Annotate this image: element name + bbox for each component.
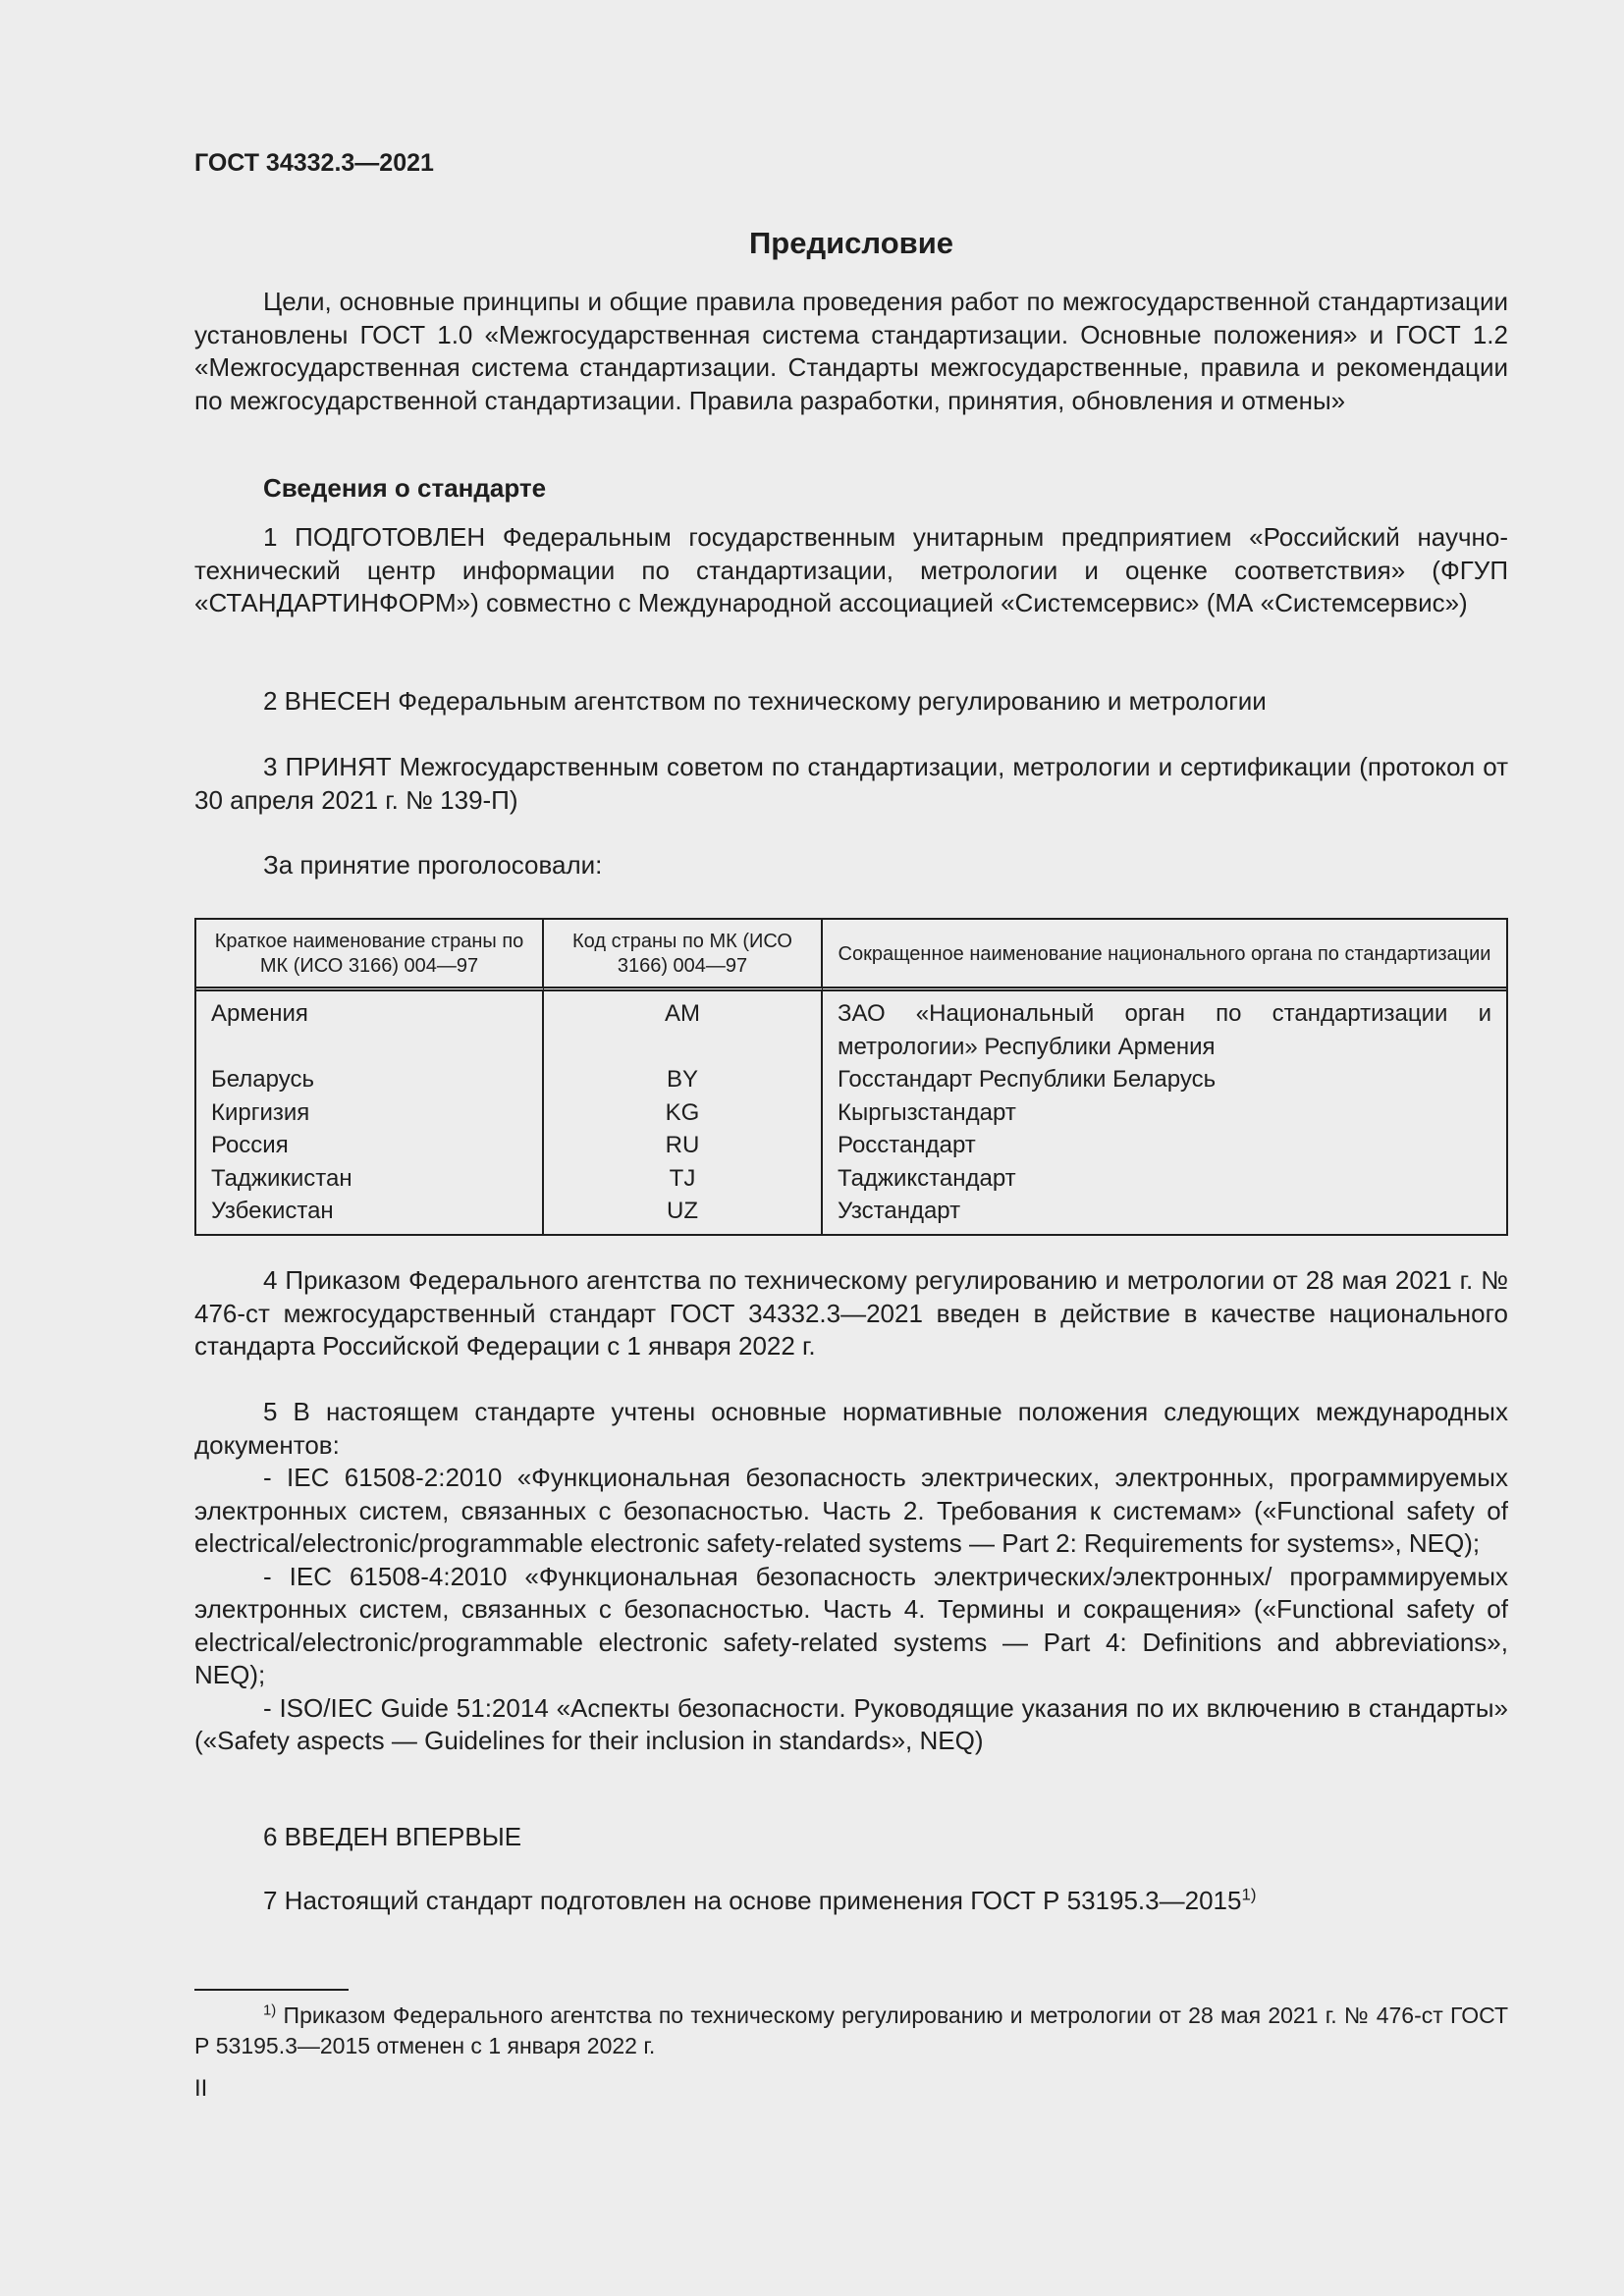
doc-text: - ISO/IEC Guide 51:2014 «Аспекты безопасности. Руководящие указания по их включению в стандарты» («Safety aspects — Guidelines for their inclusion in standards», NEQ) <box>194 1692 1508 1755</box>
item-6 <box>194 1821 1508 1854</box>
national-body: Росстандарт <box>838 1132 976 1158</box>
national-body: Узстандарт <box>838 1198 961 1224</box>
page-number: II <box>194 2075 208 2102</box>
national-body: Таджикстандарт <box>838 1164 1016 1192</box>
footnote-mark: 1) <box>263 2002 277 2019</box>
item-7-text: 7 Настоящий стандарт подготовлен на основе применения ГОСТ Р 53195.3—2015 <box>263 1886 1242 1915</box>
table-row <box>196 1129 1506 1162</box>
info-heading <box>194 472 1508 506</box>
country-name: Россия <box>196 1129 544 1162</box>
table-row <box>196 1096 1506 1130</box>
item-4-text: 4 Приказом Федерального агентства по техническому регулированию и метрологии от 28 мая 2021 г. № 476-ст межгосударственный стандарт ГОСТ 34332.3—2021 введен в действие в качестве национального стандарта Российской Федерации с 1 января 2022 г. <box>194 1265 1508 1361</box>
item-1 <box>194 521 1508 620</box>
header-country-name: Краткое наименование страны по МК (ИСО 3166) 004—97 <box>196 920 544 991</box>
voted-label <box>194 849 1508 882</box>
footnote-ref: 1) <box>1241 1885 1257 1904</box>
header-national-body: Сокращенное наименование национального органа по стандартизации <box>823 920 1506 991</box>
table-row <box>196 1063 1506 1096</box>
voting-table <box>194 918 1508 1236</box>
item-3-text: 3 ПРИНЯТ Межгосударственным советом по стандартизации, метрологии и сертификации (протокол от 30 апреля 2021 г. № 139-П) <box>194 752 1508 815</box>
item-5 <box>194 1396 1508 1758</box>
table-row <box>196 1195 1506 1234</box>
item-5-intro <box>194 1396 1508 1462</box>
national-body: ЗАО «Национальный орган по стандартизации и метрологии» Республики Армения <box>838 1000 1491 1060</box>
doc-text: - IEC 61508-4:2010 «Функциональная безопасность электрических/электронных/ программируемых электронных систем, связанных с безопасностью. Часть 4. Термины и сокращения» («Functional safety of electrical/electronic/programmable electronic safety-related systems — Part 4: Definitions and abbreviations», NEQ); <box>194 1561 1508 1689</box>
country-code: BY <box>544 1063 823 1096</box>
intro-paragraph <box>194 286 1508 417</box>
national-body: Госстандарт Республики Беларусь <box>838 1066 1217 1093</box>
item-4 <box>194 1264 1508 1363</box>
item-5-doc-2 <box>194 1561 1508 1692</box>
header-country-code: Код страны по МК (ИСО 3166) 004—97 <box>544 920 823 991</box>
footnote <box>194 2001 1508 2061</box>
item-5-doc-3 <box>194 1692 1508 1758</box>
item-5-intro-text: 5 В настоящем стандарте учтены основные нормативные положения следующих международных документов: <box>194 1397 1508 1460</box>
country-code: KG <box>544 1096 823 1130</box>
table-row <box>196 991 1506 1063</box>
document-id-header: ГОСТ 34332.3—2021 <box>194 149 434 177</box>
item-2 <box>194 685 1508 719</box>
country-code: AM <box>544 991 823 1063</box>
national-body: Кыргызстандарт <box>838 1098 1016 1126</box>
page-title: Предисловие <box>748 226 953 260</box>
item-6-text: 6 ВВЕДЕН ВПЕРВЫЕ <box>263 1822 522 1851</box>
item-1-text: 1 ПОДГОТОВЛЕН Федеральным государственным унитарным предприятием «Российский научно-технический центр информации по стандартизации, метрологии и оценке соответствия» (ФГУП «СТАНДАРТИНФОРМ») совместно с Международной ассоциацией «Системсервис» (МА «Системсервис») <box>194 522 1508 617</box>
item-5-doc-1 <box>194 1462 1508 1561</box>
table-header-row <box>196 920 1506 991</box>
footnote-separator <box>194 1989 349 1991</box>
item-7 <box>194 1885 1508 1918</box>
country-name: Киргизия <box>196 1096 544 1130</box>
item-2-text: 2 ВНЕСЕН Федеральным агентством по техническому регулированию и метрологии <box>263 686 1267 716</box>
country-name: Армения <box>196 991 544 1063</box>
table-row <box>196 1162 1506 1196</box>
footnote-text: Приказом Федерального агентства по техническому регулированию и метрологии от 28 мая 2021 г. № 476-ст ГОСТ Р 53195.3—2015 отменен с 1 января 2022 г. <box>194 2002 1508 2058</box>
intro-text: Цели, основные принципы и общие правила проведения работ по межгосударственной стандартизации установлены ГОСТ 1.0 «Межгосударственная система стандартизации. Основные положения» и ГОСТ 1.2 «Межгосударственная система стандартизации. Стандарты межгосударственные, правила и рекомендации по межгосударственной стандартизации. Правила разработки, принятия, обновления и отмены» <box>194 287 1508 415</box>
country-code: UZ <box>544 1195 823 1234</box>
voted-label-text: За принятие проголосовали: <box>263 850 603 880</box>
item-3 <box>194 751 1508 817</box>
info-heading-text: Сведения о стандарте <box>263 473 547 503</box>
country-code: RU <box>544 1129 823 1162</box>
doc-text: - IEC 61508-2:2010 «Функциональная безопасность электрических, электронных, программируемых электронных систем, связанных с безопасностью. Часть 2. Требования к системам» («Functional safety of electrical/electronic/programmable electronic safety-related systems — Part 2: Requirements for systems», NEQ); <box>194 1463 1508 1558</box>
country-name: Беларусь <box>196 1063 544 1096</box>
country-name: Узбекистан <box>196 1195 544 1234</box>
country-name: Таджикистан <box>196 1162 544 1196</box>
country-code: TJ <box>544 1162 823 1196</box>
